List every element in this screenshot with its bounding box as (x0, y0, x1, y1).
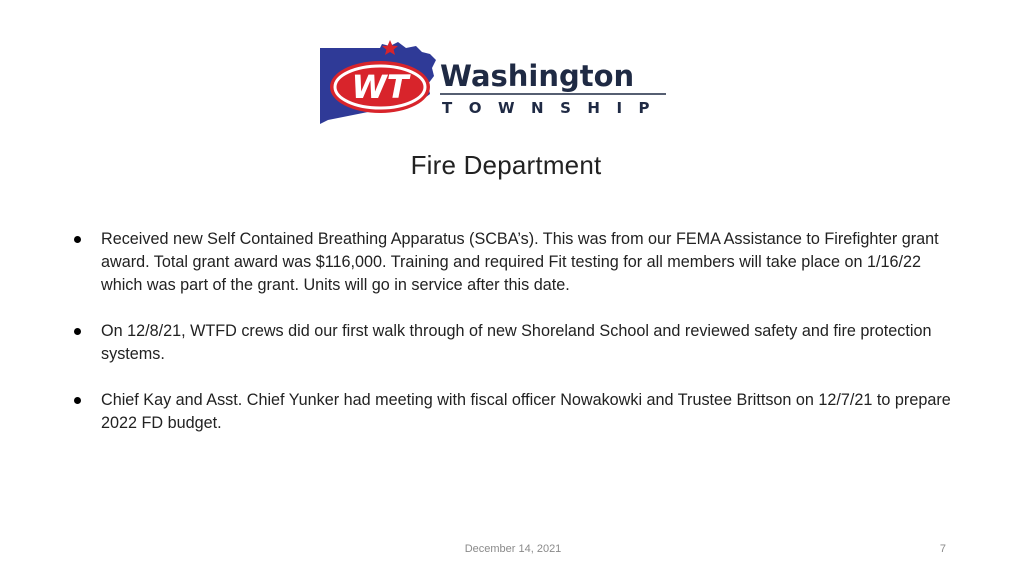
list-item (72, 320, 952, 366)
washington-township-logo (318, 40, 670, 126)
bullet-icon (74, 328, 81, 335)
bullet-text: On 12/8/21, WTFD crews did our first walk through of new Shoreland School and reviewed safety and fire protection systems. (101, 322, 932, 363)
bullet-text: Chief Kay and Asst. Chief Yunker had meeting with fiscal officer Nowakowki and Trustee Brittson on 12/7/21 to prepare 2022 FD budget. (101, 391, 951, 432)
page-number: 7 (939, 543, 946, 555)
list-item (72, 389, 952, 435)
logo-subtitle: TOWNSHIP (442, 99, 667, 117)
bullet-list (72, 228, 952, 458)
bullet-text: Received new Self Contained Breathing Apparatus (SCBA’s). This was from our FEMA Assistance to Firefighter grant award. Total grant award was $116,000. Training and required Fit testing for all members will take place on 1/16/22 which was part of the grant. Units will go in service after this date. (101, 230, 939, 294)
footer-date: December 14, 2021 (464, 543, 562, 555)
logo-graphic (318, 40, 670, 126)
bullet-icon (74, 397, 81, 404)
list-item (72, 228, 952, 297)
logo-wordmark: Washington (440, 59, 635, 93)
slide-title: Fire Department (410, 150, 602, 180)
emblem-monogram: WT (351, 68, 409, 106)
bullet-icon (74, 236, 81, 243)
